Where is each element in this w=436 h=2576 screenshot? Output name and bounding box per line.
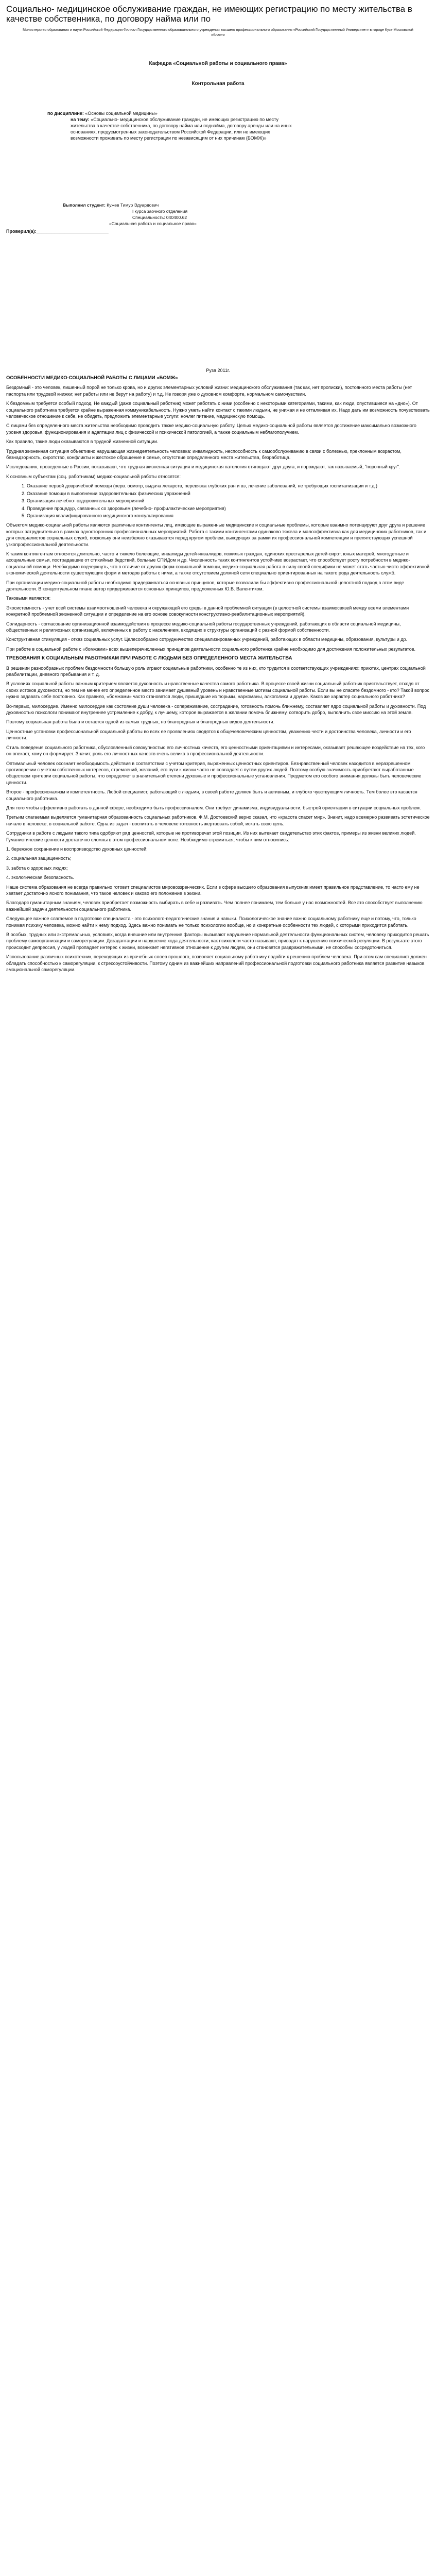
paragraph: Трудная жизненная ситуация объективно нарушающая жизнедеятельность человека: инвалидность, неспособность к самообслуживанию в связи с болезнью, преклонным возрастом, безнадзорность, сиротство, конфликты и жестокое обращение в семье, отсутствие определенного места жительства, безработица.: [6, 448, 402, 461]
paragraph: 1. бережное сохранение и воспроизводство духовных ценностей;: [6, 846, 148, 852]
paragraph: Ценностные установки профессиональной социальной работы во всех ее проявлениях сводятся к общечеловеческим ценностям, уважению чести и достоинства человека, личности и его личности.: [6, 728, 411, 741]
theme-label: на тему:: [71, 117, 90, 122]
list-item: 2. Оказание помощи в выполнении оздоровительных физических упражнений: [27, 490, 430, 497]
paragraph: Оптимальный человек осознает необходимость действия в соответствии с учетом критерия, выраженных ценностных ориентиров. Безнравственный человек находится в неразрешенном противоречии с учетом собственных интересов, стремлений, желаний, его пути к жизни часто не совпадает с путем других людей. Поэтому особую значимость приобретают выработанные обществом критерии социальной работы, что определяет в значительной степени духовные и профессиональные установления. Предметом его особого внимания должны быть человеческие ценности.: [6, 760, 422, 785]
paragraph: Сотрудники в работе с людьми такого типа одобряют ряд ценностей, которые не противоречат этой позиции. Из них вытекает свидетельство этих фактов, примеры из жизни великих людей. Гуманистические ценности достаточно сложны в этом профессиональном поле. Необходимо стремиться, чтобы к ним относились:: [6, 831, 416, 842]
performer-name: Кужев Тимур Эдуардович: [107, 202, 159, 208]
specialty-line: Специальность: 040400.62: [132, 215, 187, 220]
paragraph: К основным субъектам (соц. работникам) медико-социальной работы относятся:: [6, 473, 181, 479]
work-type: Контрольная работа: [191, 81, 245, 87]
paragraph: При организации медико-социальной работы необходимо придерживаться основных принципов, которые позволили бы эффективно профессиональной целостной подход в этом виде деятельности. В концептуальном плане автор придерживается основных принципов, предложенных Ю.В. Валентиком.: [6, 580, 405, 591]
section-heading: ТРЕБОВАНИЯ К СОЦИАЛЬНЫМ РАБОТНИКАМ ПРИ РАБОТЕ С ЛЮДЬМИ БЕЗ ОПРЕДЕЛЕННОГО МЕСТА ЖИТЕЛЬСТВА: [6, 655, 292, 662]
paragraph: Использование различных психотехник, переходящих из врачебных слоев прошлого, позволяет социальному работнику подойти к решению проблем человека. При этом сам специалист должен обладать способностью к саморегуляции, к стрессоустойчивости. Поэтому одним из важнейших направлений профессиональной подготовки социального работника является развитие навыков эмоциональной саморегуляции.: [6, 954, 427, 973]
paragraph: Во-первых, милосердие. Именно милосердие как состояние души человека - сопереживание, сострадание, готовность помочь ближнему, составляет ядро социальной работы и духовности. Под духовностью психологи понимают внутреннее устремление к добру, к лучшему, которое выражается в желании помочь ближнему, сотворить добро, выполнить свое миссию на этой земле.: [6, 703, 426, 716]
paragraph: Как правило, такие люди оказываются в трудной жизненной ситуации.: [6, 439, 159, 445]
specialty-name: «Социальная работа и социальное право»: [109, 221, 197, 226]
paragraph: Наше система образования не всегда правильно готовит специалистов мировоззренческих. Если в сфере высшего образования выпускник имеет правильное представление, то часто ему не хватает достаточно ясного понимания, что такое человек и каково его положение в жизни.: [6, 884, 420, 896]
theme-value: «Социально- медицинское обслуживание граждан, не имеющих регистрацию по месту жительства в качестве собственника, по договору найма или поднайма, договору аренды или на иных основаниях, предусмотренных законодательством Российской Федерации, или не имеющих возможности проживать по месту регистрации по независящим от них причинам (БОМЖ)»: [71, 117, 292, 141]
paragraph: 3. забота о здоровых людях;: [6, 865, 68, 871]
list-item: 3. Организация лечебно- оздоровительных мероприятий: [27, 498, 430, 504]
paragraph: В условиях социальной работы важным критерием является духовность и нравственные качества самого работника. В процессе своей жизни социальный работник приятельствует, отходя от своих истоков духовности, но тем не менее его определенное место занимает душевный уровень и нравственные мотивы социальной работы. Если вы не спасете бездомного - кто? Такой вопрос нужно задавать себе постоянно. Как правило, «бомжами» часто становятся люди, пришедшие из тюрьмы, наркоманы, алкоголики и другие. Каков же характер социального работника?: [6, 681, 430, 700]
paragraph: Стиль поведения социального работника, обусловленный совокупностью его личностных качеств, его ценностными ориентациями и интересами, оказывает решающее воздействие на тех, кого он опекает, кому он формирует. Значит, роль его личностных качеств очень велика в профессиональной деятельности.: [6, 744, 425, 757]
page-title: Социально- медицинское обслуживание граждан, не имеющих регистрацию по месту жительства в качестве собственника, по договору найма или по: [6, 4, 412, 24]
performer-label: Выполнил студент:: [63, 202, 106, 208]
paragraph: Для того чтобы эффективно работать в данной сфере, необходимо быть профессионалом. Они требует динамизма, индивидуальности, быстрой ориентации в ситуации социальных проблем.: [6, 805, 421, 810]
theme-block: [71, 116, 292, 141]
paragraph: Экосистемность - учет всей системы взаимоотношений человека и окружающей его среды в данной проблемной ситуации (в целостной системы взаимосвязей между всеми элементами конкретной проблемной жизненной ситуации и определение на его основе совокупности конструктивно-реабилитационных мероприятий).: [6, 605, 409, 617]
subjects-list: [6, 483, 430, 519]
document-body: [6, 375, 430, 973]
paragraph: Второе - профессионализм и компетентность. Любой специалист, работающий с людьми, в своей работе должен быть и активным, и глубоко чувствующим личность. Тем более это касается социального работника.: [6, 789, 417, 801]
list-item: 1. Оказание первой доврачебной помощи (перв. осмотр, выдача лекарств, перевязка глубоких ран и вэ, лечение заболеваний, не требующих госпитализации и т.д.): [27, 483, 430, 489]
paragraph: 4. экологическая безопасность.: [6, 875, 74, 880]
discipline-value: «Основы социальной медицины»: [85, 111, 158, 116]
discipline-label: по дисциплине:: [47, 111, 84, 116]
section-heading: ОСОБЕННОСТИ МЕДИКО-СОЦИАЛЬНОЙ РАБОТЫ С ЛИЦАМИ «БОМЖ»: [6, 375, 178, 381]
ministry-header: Министерство образования и науки Российской Федерации Филиал Государственного образовательного учреждения высшего профессионального образования «Российский Государственный Университет» в городе Кузе Московской области: [23, 28, 413, 37]
checked-by: Проверил(а):____________________________: [6, 229, 109, 234]
paragraph: Третьим слагаемым выделяется гуманитарная образованность социальных работников. Ф.М. Достоевский верно сказал, что «красота спасет мир». Значит, надо всемерно развивать эстетическое начало в человеке, в социальной работе. Одна из задач - воспитать в человеке готовность жертвовать собой, искать свою цель.: [6, 815, 430, 826]
list-item: 5. Организация квалифицированного медицинского консультирования: [27, 513, 430, 519]
paragraph: Конструктивная стимуляция - отказ социальных услуг. Целесообразно сотрудничество специализированных учреждений, работающих в области медицины, образования, культуры и др.: [6, 637, 408, 642]
list-item: 4. Проведение процедур, связанных со здоровьем (лечебно- профилактические мероприятия): [27, 505, 430, 512]
paragraph: Таковыми являются:: [6, 596, 51, 601]
paragraph: 2. социальная защищенность;: [6, 856, 72, 861]
course-line: I курса заочного отделения: [132, 209, 188, 214]
paragraph: Бездомный - это человек, лишенный порой не только крова, но и других элементарных условий жизни: медицинского обслуживания (так как, нет прописки), постоянного места работы (нет паспорта или трудовой книжки; нет работы или не берут на работу) и т.д. Не говоря уже о духовном комфорте, нормальном самочувствии.: [6, 385, 412, 397]
paragraph: С лицами без определенного места жительства необходимо проводить также медико-социальную работу. Целью медико-социальной работы является достижение максимально возможного уровня здоровья, функционирования и адаптации лиц с физической и психической патологией, а также социальным неблагополучием.: [6, 423, 416, 435]
paragraph: В особых, трудных или экстремальных, условиях, когда внешние или внутренние факторы вызывают нарушение нормальной деятельности функциональных систем, человеку приходится решать проблему самоорганизации и саморегуляции. Дезадаптации и нарушение хода деятельности, как психологи часто называют, приводят к нарушению психической регуляции. В результате этого происходит депрессия, у людей пропадает интерес к жизни, возникает негативное отношение к другим людям, они становятся раздражительными, не способны сосредоточиться.: [6, 932, 429, 950]
paragraph: При работе в социальной работе с «бомжами» всех вышеперечисленных принципов деятельности социального работника крайне необходимо для достижения положительных результатов.: [6, 646, 415, 652]
paragraph: Солидарность - согласование организационной взаимодействия в процессе медико-социальной работы государственных учреждений, работающих в области социальной медицины, общественных и религиозных организаций, включенных в работу с населением, входящих в структуры организаций с разной формой собственности.: [6, 621, 401, 633]
discipline-line: [47, 110, 430, 116]
paragraph: Поэтому социальная работа была и остается одной из самых трудных, но благородных и благородных видов деятельности.: [6, 719, 275, 725]
paragraph: К таким контингентам относятся длительно, часто и тяжело болеющие, инвалиды детей-инвалидов, пожилых граждан, одиноких престарелых детей-сирот, юных матерей, многодетные и асоциальные семьи, пострадавшие от стихийных бедствий, больные СПИДом и др. Численность таких контингентов устойчиво возрастает, что способствует росту потребности в медико-социальной помощи. Необходимо подчеркнуть, что в отличие от других форм социальной помощи, медико-социальная работа в силу своей специфики не может стать частью чисто эффективной экономической деятельности существующих форм и методов работы с ними, а также отсутствием должной сети специально ориентированных на такого рода деятельность служб.: [6, 551, 430, 576]
performer-line: [63, 202, 430, 208]
paragraph: Следующее важное слагаемое в подготовке специалиста - это психолого-педагогические знания и навыки. Психологическое знание важно социальному работнику еще и потому, что, только понимая психику человека, можно найти к нему подход. Здесь важно понимать не только психологию вообще, но и конкретные особенности тех людей, с которыми приходится работать.: [6, 916, 416, 928]
paragraph: Исследования, проведенные в России, показывают, что трудная жизненная ситуация и медицинская патология отягощают друг друга, и порождают, так называемый, "порочный круг".: [6, 464, 400, 470]
department-name: Кафедра «Социальной работы и социального права»: [149, 61, 287, 66]
paragraph: Объектом медико-социальной работы являются различные контингенты лиц, имеющие выраженные медицинские и социальные проблемы, которые взаимно потенцируют друг друга и решение которых затруднительно в рамках односторонних профессиональных мероприятий. Работа с такими контингентами одинаково тяжела и малоэффективна как для медицинских работников, так и для специалистов социальных служб, поскольку они неизбежно оказываются перед кругом проблем, выходящих за рамки их профессиональной компетенции и препятствующих успешной узкопрофессиональной деятельности.: [6, 522, 427, 547]
paragraph: Благодаря гуманитарным знаниям, человек приобретает возможность выбирать в себе и развивать. Чем полнее понимаем, тем больше у нас возможностей. Все это способствует выполнению важнейшей задачи деятельности социального работника.: [6, 900, 423, 912]
paragraph: В решении разнообразных проблем бездомности большую роль играют социальные работники, особенно те из них, кто трудится в соответствующих учреждениях: приютах, центрах социальной реабилитации, дневного пребывания и т. д.: [6, 665, 426, 677]
city-year: Руза 2011г.: [206, 368, 230, 373]
paragraph: К бездомным требуется особый подход. Не каждый (даже социальный работник) может работать с ними (особенно с некоторыми категориями, такими, как люди, опустившиеся на «дно»). От социального работника требуется крайне выраженная коммуникабельность. Нужно уметь найти контакт с такими людьми, не унижая и не отталкивая их. Надо дать им возможность почувствовать человеческое отношение к себе, не обидеть, предложить элементарные услуги: ночлег питание, медицинскую помощь.: [6, 401, 430, 419]
